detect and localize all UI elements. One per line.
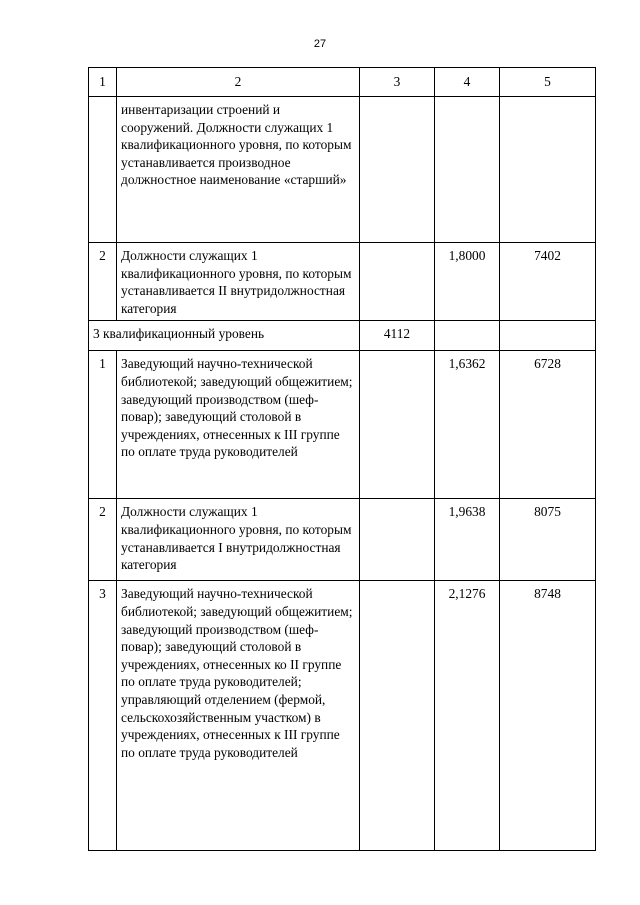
coefficient: 1,6362: [435, 351, 500, 499]
header-col-1: 1: [89, 68, 117, 97]
header-col-3: 3: [360, 68, 435, 97]
group-base-salary: 4112: [360, 321, 435, 351]
table-row: [89, 351, 596, 499]
position-text: Должности служащих 1 квалификационного уровня, по которым устанавливается I внутридолжностная категория: [117, 499, 360, 581]
salary: 8748: [500, 581, 596, 851]
coefficient: 1,9638: [435, 499, 500, 581]
position-text: Заведующий научно-технической библиотекой; заведующий общежитием; заведующий производством (шеф-повар); заведующий столовой в учреждениях, отнесенных к III группе по оплате труда руководителей: [117, 351, 360, 499]
salary: 7402: [500, 243, 596, 321]
table-row: [89, 97, 596, 243]
salary: [500, 97, 596, 243]
row-number: 3: [89, 581, 117, 851]
position-text: инвентаризации строений и сооружений. Должности служащих 1 квалификационного уровня, по которым устанавливается производное должностное наименование «старший»: [117, 97, 360, 243]
table-row: [89, 499, 596, 581]
base-salary: [360, 351, 435, 499]
salary: 6728: [500, 351, 596, 499]
header-col-4: 4: [435, 68, 500, 97]
salary: 8075: [500, 499, 596, 581]
base-salary: [360, 243, 435, 321]
salary-table: [88, 67, 596, 851]
header-col-5: 5: [500, 68, 596, 97]
base-salary: [360, 97, 435, 243]
row-number: 2: [89, 499, 117, 581]
coefficient: 2,1276: [435, 581, 500, 851]
row-number: 2: [89, 243, 117, 321]
page-number: 27: [313, 38, 327, 50]
row-number: 1: [89, 351, 117, 499]
group-empty-cell: [435, 321, 500, 351]
table-row: [89, 581, 596, 851]
header-col-2: 2: [117, 68, 360, 97]
group-empty-cell: [500, 321, 596, 351]
base-salary: [360, 499, 435, 581]
table-row: [89, 243, 596, 321]
coefficient: 1,8000: [435, 243, 500, 321]
base-salary: [360, 581, 435, 851]
position-text: Заведующий научно-технической библиотекой; заведующий общежитием; заведующий производством (шеф-повар); заведующий столовой в учреждениях, отнесенных ко II группе по оплате труда руководителей; управляющий отделением (фермой, сельскохозяйственным участком) в учреждениях, отнесенных к III группе по оплате труда руководителей: [117, 581, 360, 851]
position-text: Должности служащих 1 квалификационного уровня, по которым устанавливается II внутридолжностная категория: [117, 243, 360, 321]
qualification-level-label: 3 квалификационный уровень: [89, 321, 360, 351]
table-header-row: [89, 68, 596, 97]
row-number: [89, 97, 117, 243]
coefficient: [435, 97, 500, 243]
group-row: [89, 321, 596, 351]
